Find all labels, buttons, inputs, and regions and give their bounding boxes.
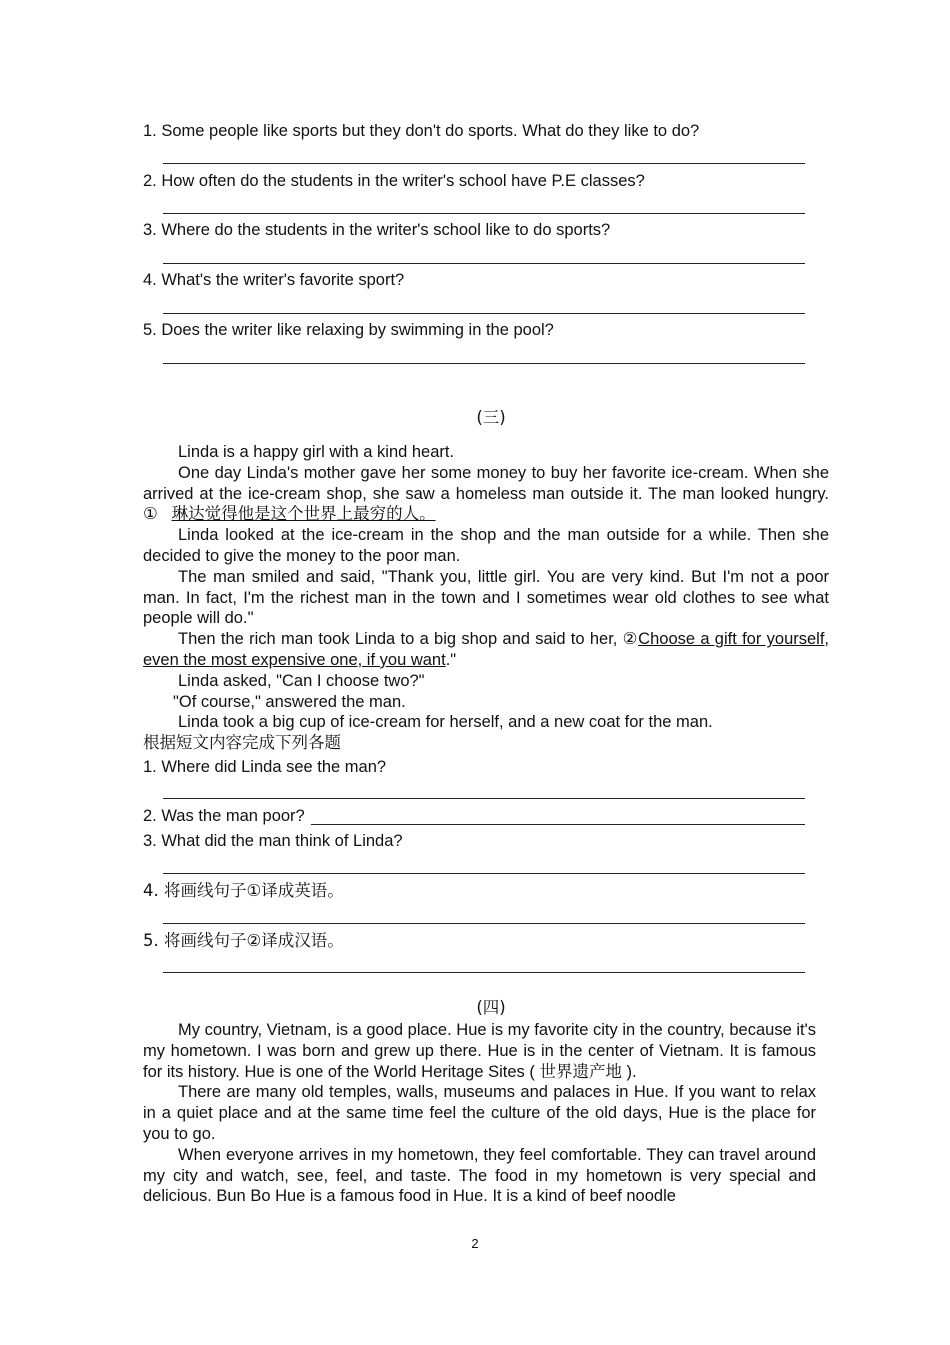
s3-paragraph-5-end: .": [445, 650, 457, 669]
s2-question-2: 2. How often do the students in the writer's school have P.E classes?: [143, 172, 645, 190]
answer-line: [163, 313, 805, 314]
s3-question-4: 4. 将画线句子①译成英语。: [143, 881, 344, 900]
answer-line: [163, 163, 805, 164]
answer-line: [311, 824, 805, 825]
s3-question-2: 2. Was the man poor?: [143, 807, 305, 825]
page-number: 2: [471, 1236, 479, 1251]
s2-question-4: 4. What's the writer's favorite sport?: [143, 271, 405, 289]
s3-paragraph-6: Linda asked, "Can I choose two?": [178, 671, 425, 690]
s3-question-5: 5. 将画线句子②译成汉语。: [143, 931, 344, 950]
answer-line: [163, 213, 805, 214]
s3-paragraph-2-text: One day Linda's mother gave her some money to buy her favorite ice-cream. When she arrived at the ice-cream shop, she saw a homeless man outside it. The man looked hungry. ①: [143, 463, 829, 524]
s2-question-3: 3. Where do the students in the writer's school like to do sports?: [143, 221, 611, 239]
s3-paragraph-5-text: Then the rich man took Linda to a big shop and said to her, ②: [178, 630, 639, 649]
s4-paragraph-1: My country, Vietnam, is a good place. Hue is my favorite city in the country, because it's my hometown. I was born and grew up there. Hue is in the center of Vietnam. It is famous for its history. Hue is one of the World Heritage Sites ( 世界遗产地 ).: [143, 1021, 816, 1081]
underlined-sentence-2: Choose a gift for yourself, even the most expensive one, if you want: [143, 630, 830, 669]
answer-line: [163, 923, 805, 924]
section-3-heading: (三): [476, 408, 506, 427]
s3-paragraph-4: The man smiled and said, "Thank you, little girl. You are very kind. But I'm not a poor man. In fact, I'm the richest man in the town and I sometimes wear old clothes to see what people will do.": [143, 567, 829, 628]
s3-question-3: 3. What did the man think of Linda?: [143, 832, 403, 850]
s2-question-1: 1. Some people like sports but they don't do sports. What do they like to do?: [143, 122, 700, 140]
answer-line: [163, 798, 805, 799]
section-3-passage: [143, 442, 829, 754]
answer-line: [163, 263, 805, 264]
s3-paragraph-3: Linda looked at the ice-cream in the shop and the man outside for a while. Then she decided to give the money to the poor man.: [143, 526, 829, 565]
s3-question-1: 1. Where did Linda see the man?: [143, 758, 387, 776]
s3-paragraph-1: Linda is a happy girl with a kind heart.: [178, 443, 455, 461]
answer-line: [163, 363, 805, 364]
s2-question-5: 5. Does the writer like relaxing by swimming in the pool?: [143, 321, 554, 339]
s3-paragraph-7: "Of course," answered the man.: [173, 692, 406, 711]
answer-line: [163, 972, 805, 973]
answer-line: [163, 873, 805, 874]
section-4-heading: (四): [476, 998, 506, 1017]
s4-paragraph-2: There are many old temples, walls, museums and palaces in Hue. If you want to relax in a quiet place and at the same time feel the culture of the old days, Hue is the place for you to go.: [143, 1083, 816, 1143]
s3-instruction: 根据短文内容完成下列各题: [143, 733, 341, 753]
underlined-sentence-1: 琳达觉得他是这个世界上最穷的人。: [171, 504, 436, 524]
s3-paragraph-5: [143, 629, 829, 671]
section-4-passage: [143, 1020, 816, 1207]
s3-paragraph-8: Linda took a big cup of ice-cream for herself, and a new coat for the man.: [178, 713, 713, 732]
s4-paragraph-3: When everyone arrives in my hometown, they feel comfortable. They can travel around my city and watch, see, feel, and taste. The food in my hometown is very special and delicious. Bun Bo Hue is a famous food in Hue. It is a kind of beef noodle: [143, 1145, 816, 1206]
s3-paragraph-2: [143, 463, 829, 525]
